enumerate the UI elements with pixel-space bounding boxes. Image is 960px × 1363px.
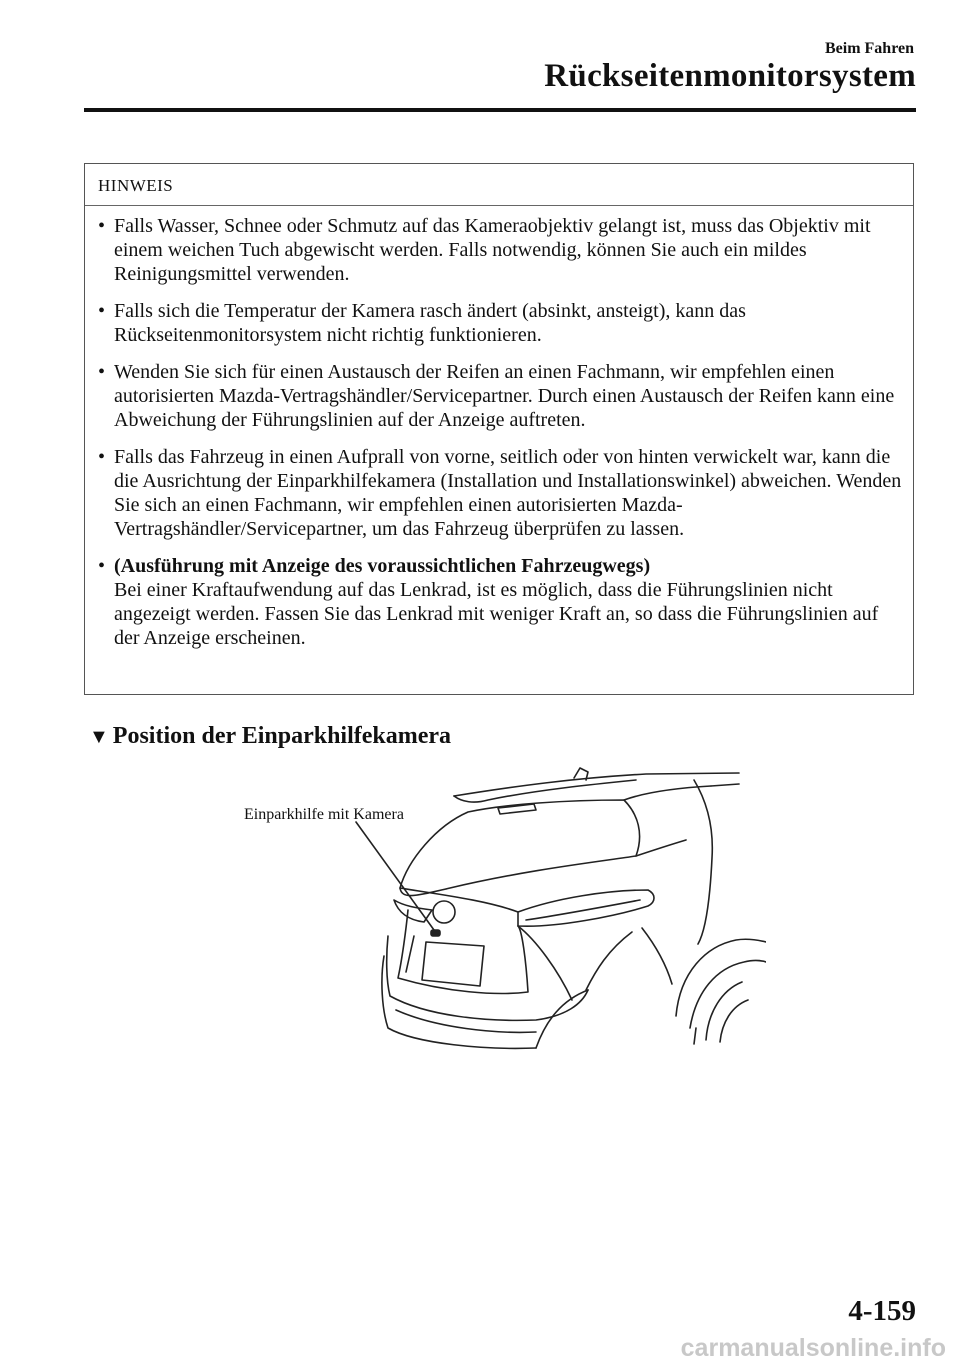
camera-icon xyxy=(431,930,440,936)
tail-light-right xyxy=(518,890,654,926)
rear-bumper xyxy=(382,956,536,1048)
bullet-icon: • xyxy=(98,215,106,237)
note-item xyxy=(85,214,913,286)
note-item xyxy=(85,554,913,650)
note-item-text: Falls das Fahrzeug in einen Aufprall von vorne, seitlich oder von hinten verwickelt war, kann die die Ausrichtung der Einparkhilfekamera (Installation und Installationswinkel) abweichen. Wenden Sie sich an einen Fachmann, wir empfehlen einen autorisierten Mazda-Vertragshändler/Servicepartner, um das Fahrzeug überprüfen zu lassen. xyxy=(114,446,902,540)
note-item xyxy=(85,360,913,432)
rear-window xyxy=(400,800,640,896)
tail-light-left xyxy=(394,900,432,922)
brand-emblem xyxy=(433,901,455,923)
section-header: Beim Fahren xyxy=(824,40,914,57)
note-box xyxy=(84,163,914,695)
note-item xyxy=(85,299,913,347)
section-heading-text: Position der Einparkhilfekamera xyxy=(112,723,452,749)
watermark: carmanualsonline.info xyxy=(680,1334,946,1362)
bullet-icon: • xyxy=(98,361,106,383)
tire xyxy=(706,982,742,1040)
header-rule xyxy=(84,108,916,112)
note-item-text: Wenden Sie sich für einen Austausch der Reifen an einen Fachmann, wir empfehlen einen autorisierten Mazda-Vertragshändler/Servicepartner. Durch einen Austausch der Reifen kann eine Abweichung der Führungslinien auf der Anzeige auftreten. xyxy=(114,361,895,431)
note-list xyxy=(85,214,913,663)
car-rear-illustration xyxy=(236,760,766,1060)
bullet-icon: • xyxy=(98,300,106,322)
note-heading: HINWEIS xyxy=(98,176,174,195)
wheel-arch xyxy=(676,939,766,1016)
bullet-icon: • xyxy=(98,555,106,577)
section-heading xyxy=(89,723,451,750)
callout-leader-line xyxy=(356,822,434,930)
bullet-icon: • xyxy=(98,446,106,468)
note-item-text: Bei einer Kraftaufwendung auf das Lenkrad, ist es möglich, dass die Führungslinien nicht angezeigt werden. Fassen Sie das Lenkrad mit weniger Kraft an, so dass die Führungslinien auf der Anzeige erscheinen. xyxy=(114,579,879,649)
note-item-text: Falls Wasser, Schnee oder Schmutz auf das Kameraobjektiv gelangt ist, muss das Objektiv mit einem weichen Tuch abgewischt werden. Falls notwendig, können Sie auch ein mildes Reinigungsmittel verwenden. xyxy=(114,215,871,285)
callout-label: Einparkhilfe mit Kamera xyxy=(244,806,404,823)
page-title: Rückseitenmonitorsystem xyxy=(544,58,916,94)
page-number: 4-159 xyxy=(848,1295,916,1327)
note-item-text: Falls sich die Temperatur der Kamera rasch ändert (absinkt, ansteigt), kann das Rückseitenmonitorsystem nicht richtig funktionieren. xyxy=(114,300,746,346)
note-item-bold-text: (Ausführung mit Anzeige des voraussichtlichen Fahrzeugwegs) xyxy=(114,555,651,577)
triangle-down-icon: ▼ xyxy=(89,726,109,748)
note-divider xyxy=(85,205,913,206)
license-plate xyxy=(422,942,484,986)
note-item xyxy=(85,445,913,541)
